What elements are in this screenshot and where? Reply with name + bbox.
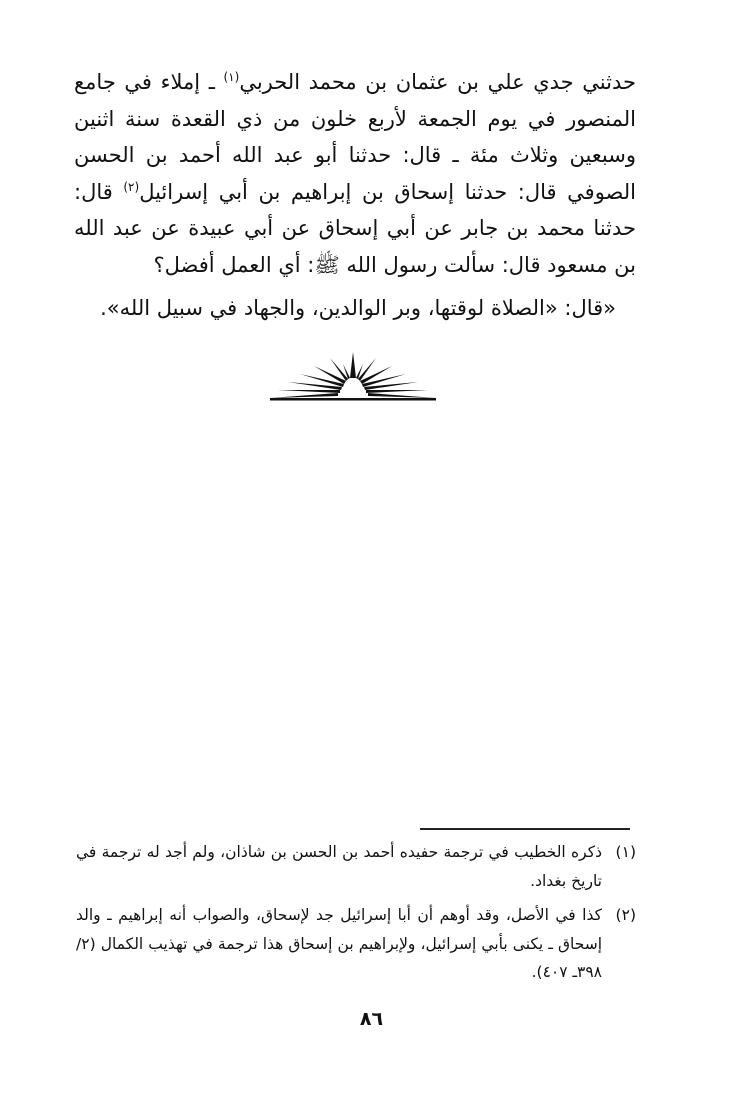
footnote-number: (١) [615, 843, 636, 861]
footnote-2 [76, 901, 636, 987]
chain-text-middle: ـ إملاء في جامع المنصور في يوم الجمعة لأربع خلون من ذي القعدة سنة اثنين وسبعين وثلاث مئة ـ قال: حدثنا أبو عبد الله أحمد بن الحسن الصوفي قال: حدثنا إسحاق بن إبراهيم بن أبي إسرائيل [74, 70, 636, 204]
footnote-text: كذا في الأصل، وقد أوهم أن أبا إسرائيل جد لإسحاق، والصواب أنه إبراهيم ـ والد إسحاق ـ يكنى بأبي إسرائيل، ولإبراهيم بن إسحاق هذا ترجمة في تهذيب الكمال (٢/ ٣٩٨ـ ٤٠٧). [76, 906, 602, 981]
hadith-chain-paragraph [74, 64, 636, 283]
chain-text-end: قال: حدثنا محمد بن جابر عن أبي إسحاق عن أبي عبيدة عن عبد الله بن مسعود قال: سألت رسول الله ﷺ: أي العمل أفضل؟ [74, 179, 636, 277]
sunburst-ornament-icon [268, 350, 438, 402]
footnote-marker-1: (١) [223, 70, 240, 84]
hadith-quote-paragraph: «قال: «الصلاة لوقتها، وبر الوالدين، والجهاد في سبيل الله». [100, 296, 616, 320]
main-text-block [74, 64, 636, 327]
footnote-separator [420, 828, 630, 830]
chain-text-start: حدثني جدي علي بن عثمان بن محمد الحربي [239, 70, 636, 94]
footnote-number: (٢) [615, 906, 636, 924]
footnote-marker-2: (٢) [123, 179, 140, 194]
footnotes-section [76, 838, 636, 993]
footnote-text: ذكره الخطيب في ترجمة حفيده أحمد بن الحسن بن شاذان، ولم أجد له ترجمة في تاريخ بغداد. [76, 843, 602, 890]
page-number: ٨٦ [359, 1008, 384, 1030]
footnote-1 [76, 838, 636, 895]
